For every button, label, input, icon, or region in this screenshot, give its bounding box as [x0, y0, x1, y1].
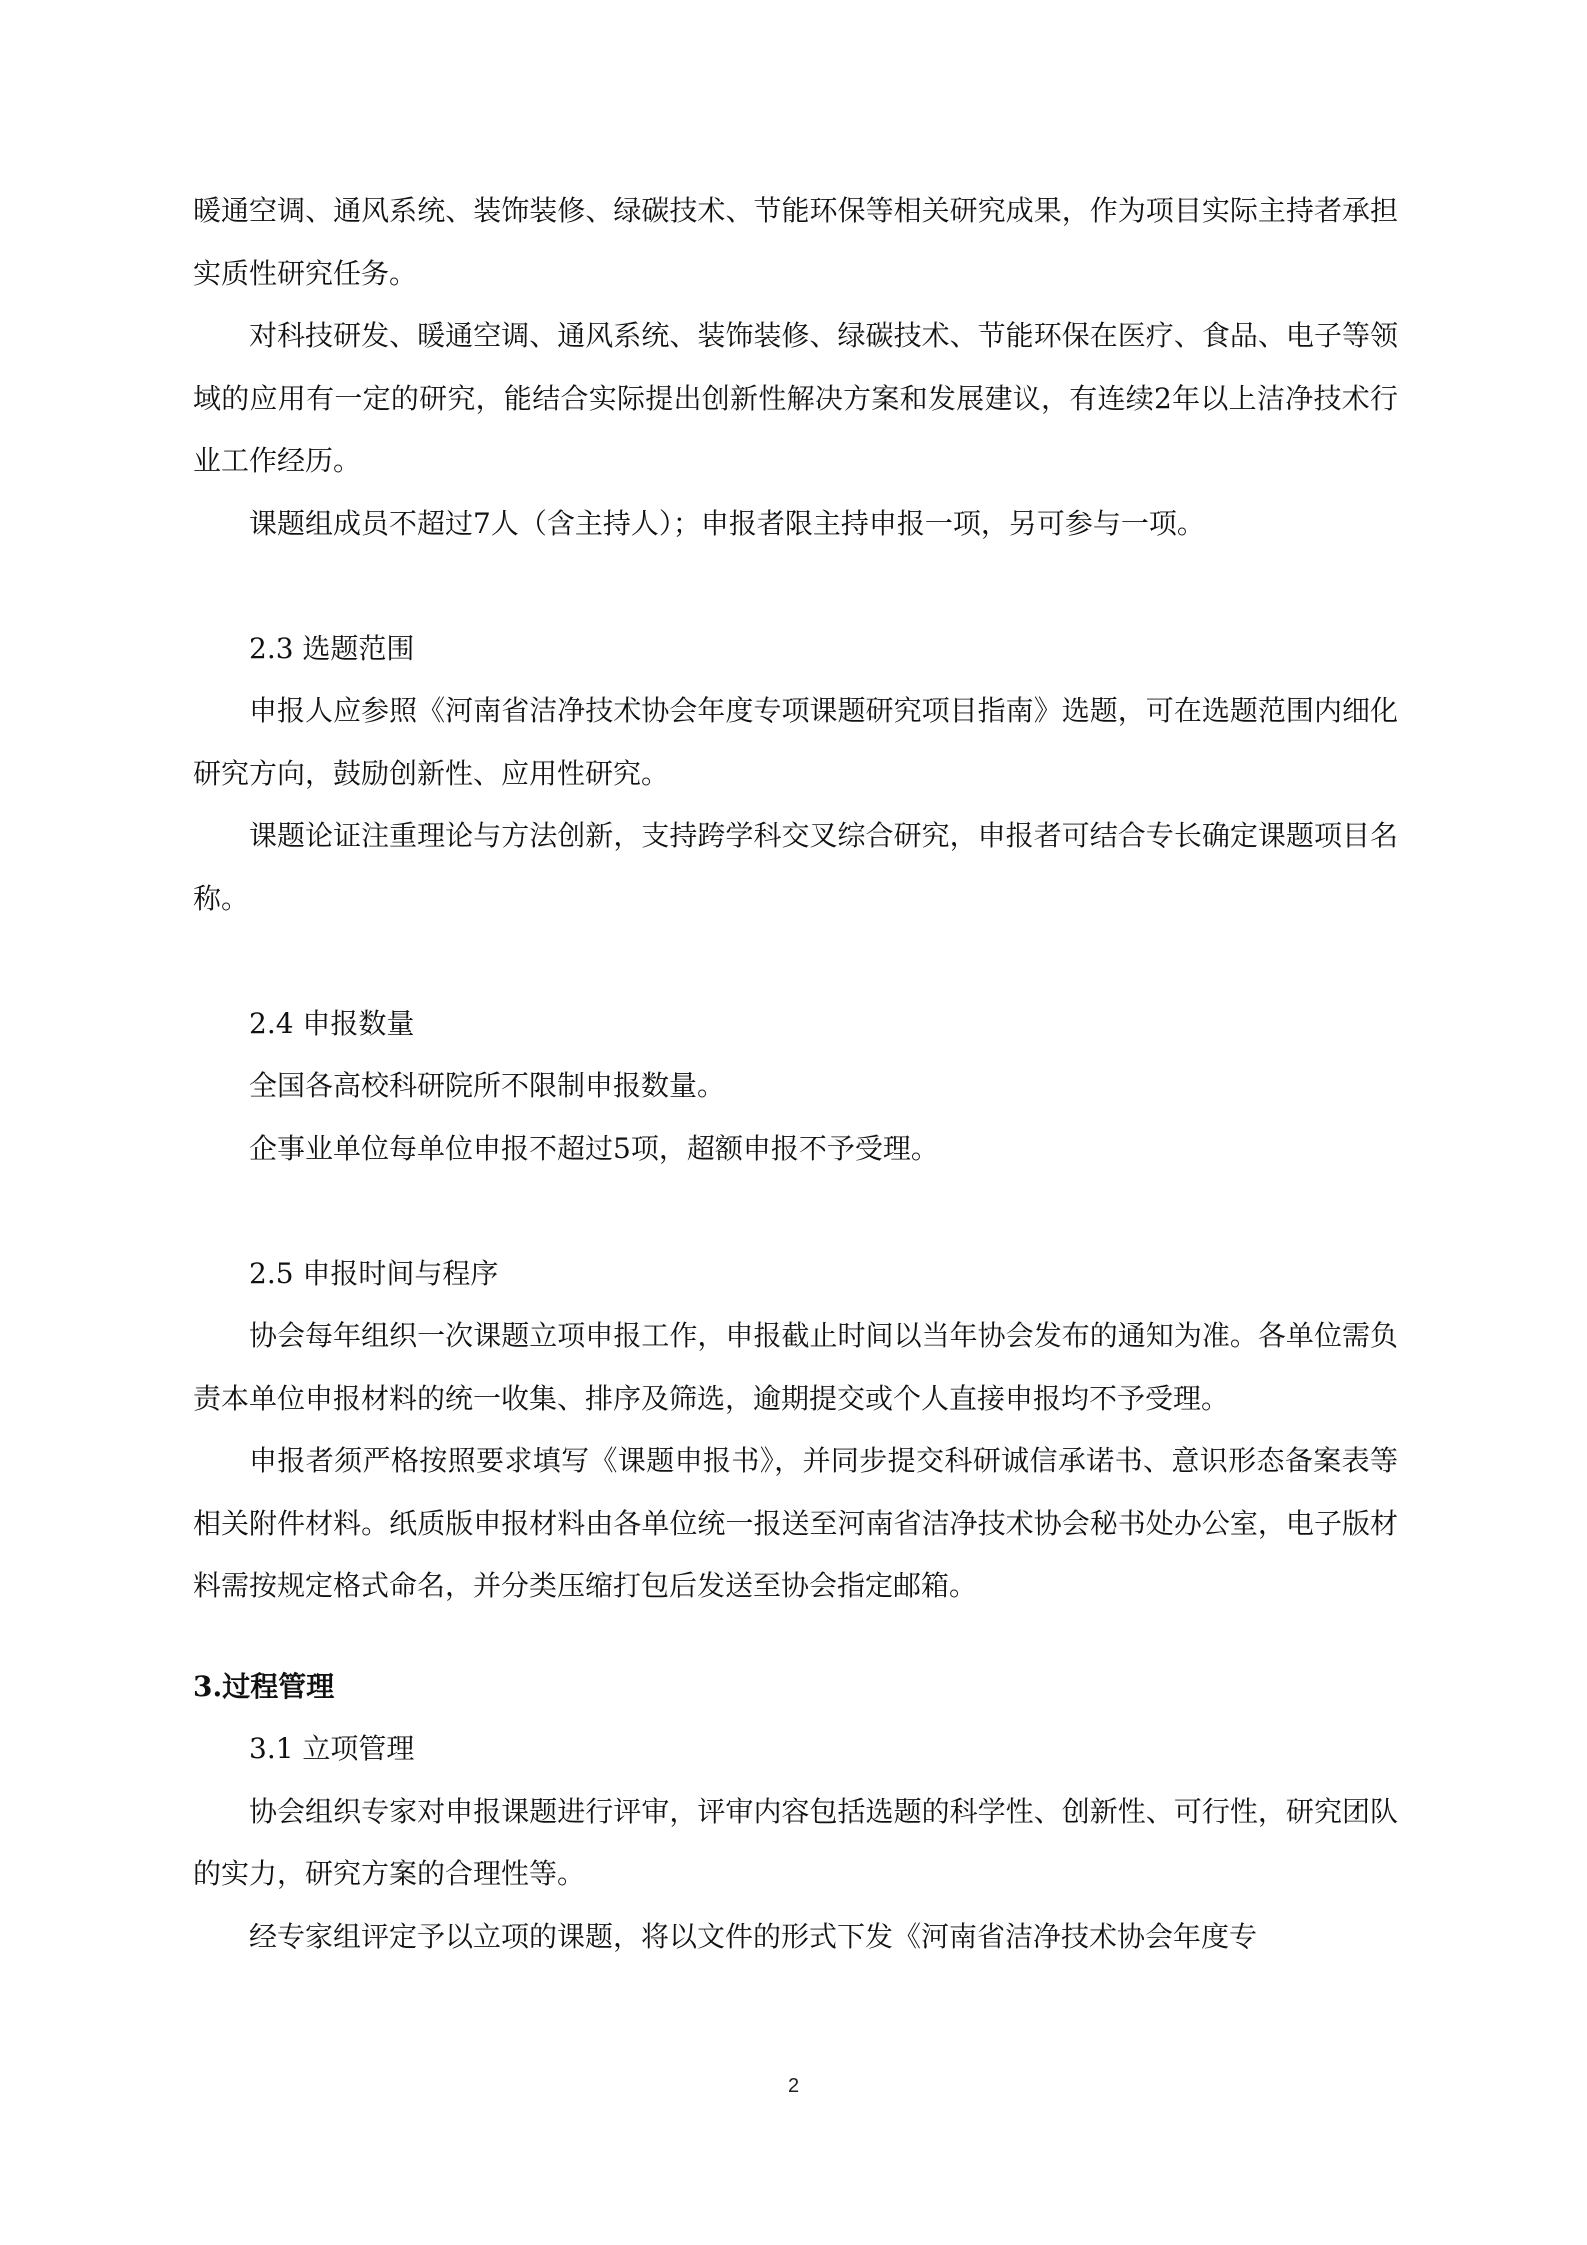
paragraph-approval-notice: 经专家组评定予以立项的课题，将以文件的形式下发《河南省洁净技术协会年度专 — [249, 1919, 1258, 1953]
paragraph-annual-application: 协会每年组织一次课题立项申报工作，申报截止时间以当年协会发布的通知为准。各单位需负责本单位申报材料的统一收集、排序及筛选，逾期提交或个人直接申报均不予受理。 — [193, 1319, 1398, 1415]
spacer — [193, 1180, 1398, 1243]
paragraph-research-requirements: 对科技研发、暖通空调、通风系统、装饰装修、绿碳技术、节能环保在医疗、食品、电子等领域的应用有一定的研究，能结合实际提出创新性解决方案和发展建议，有连续2年以上洁净技术行业工作经历。 — [193, 319, 1398, 477]
subheading-application-procedure: 2.5 申报时间与程序 — [249, 1256, 499, 1290]
paragraph-university-quantity: 全国各高校科研院所不限制申报数量。 — [249, 1069, 726, 1102]
paragraph-application-materials: 申报者须严格按照要求填写《课题申报书》，并同步提交科研诚信承诺书、意识形态备案表等相关附件材料。纸质版申报材料由各单位统一报送至河南省洁净技术协会秘书处办公室，电子版材料需按规定格式命名，并分类压缩打包后发送至协会指定邮箱。 — [193, 1444, 1398, 1602]
document-body — [193, 180, 1398, 1968]
paragraph-topic-guide: 申报人应参照《河南省洁净技术协会年度专项课题研究项目指南》选题，可在选题范围内细化研究方向，鼓励创新性、应用性研究。 — [193, 694, 1398, 790]
paragraph-research-results: 暖通空调、通风系统、装饰装修、绿碳技术、节能环保等相关研究成果，作为项目实际主持者承担实质性研究任务。 — [193, 194, 1398, 290]
subheading-project-approval: 3.1 立项管理 — [249, 1732, 415, 1765]
heading-process-management: 3.过程管理 — [193, 1669, 335, 1703]
subheading-application-quantity: 2.4 申报数量 — [249, 1006, 415, 1040]
paragraph-topic-innovation: 课题论证注重理论与方法创新，支持跨学科交叉综合研究，申报者可结合专长确定课题项目名称。 — [193, 819, 1398, 915]
page-number: 2 — [787, 2075, 800, 2097]
paragraph-team-size: 课题组成员不超过7人（含主持人）；申报者限主持申报一项，另可参与一项。 — [249, 506, 1205, 540]
paragraph-enterprise-quantity: 企事业单位每单位申报不超过5项，超额申报不予受理。 — [249, 1131, 939, 1165]
spacer — [193, 1618, 1398, 1656]
spacer — [193, 930, 1398, 993]
paragraph-expert-review: 协会组织专家对申报课题进行评审，评审内容包括选题的科学性、创新性、可行性，研究团队的实力，研究方案的合理性等。 — [193, 1794, 1398, 1890]
spacer — [193, 555, 1398, 618]
subheading-topic-scope: 2.3 选题范围 — [249, 631, 415, 665]
